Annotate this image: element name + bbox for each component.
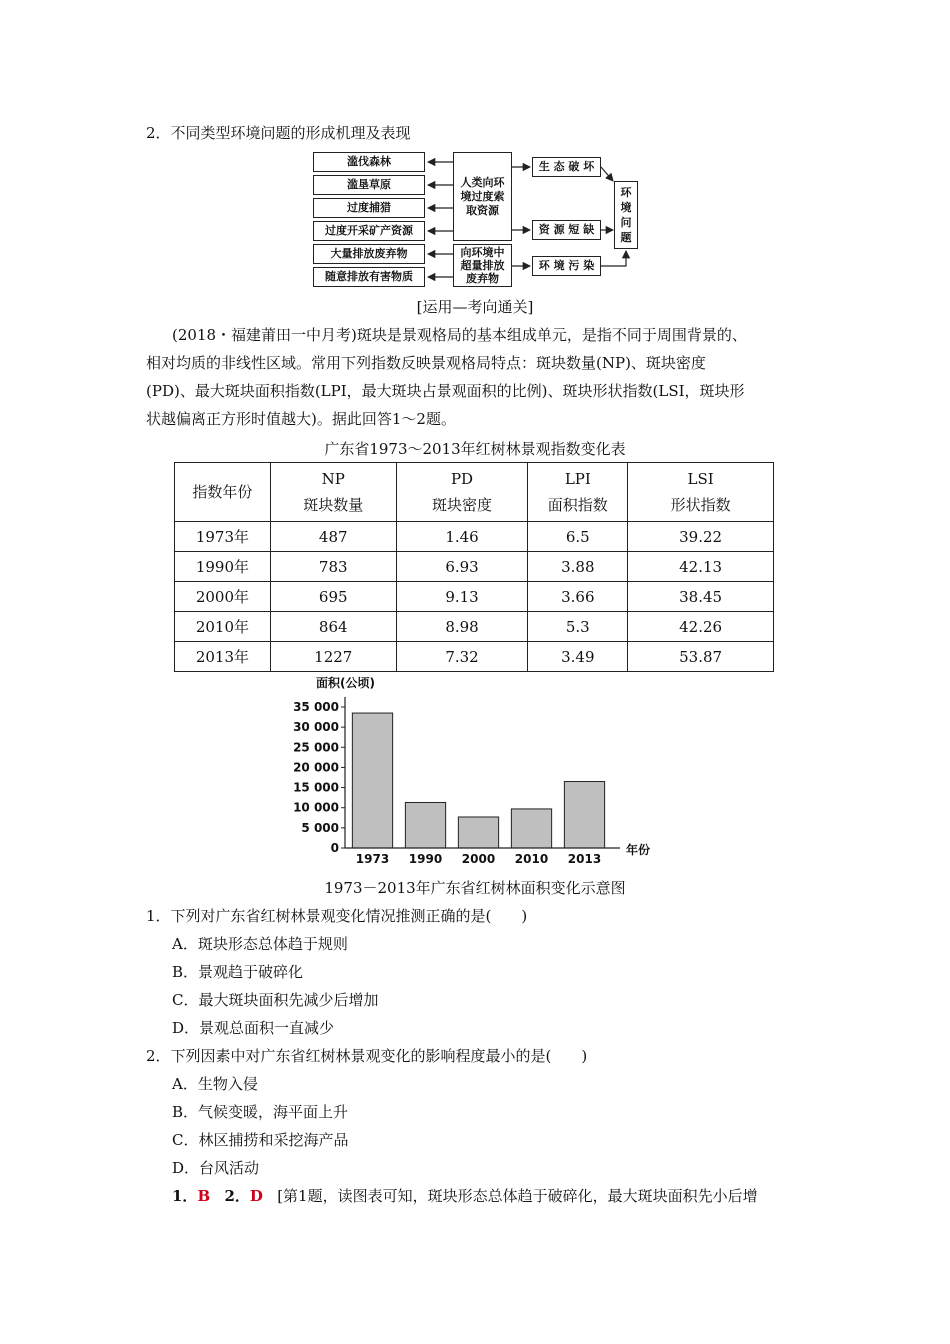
question-1-stem: 1．下列对广东省红树林景观变化情况推测正确的是( ) bbox=[146, 907, 528, 925]
table-row bbox=[175, 642, 774, 672]
cell-np: 864 bbox=[270, 612, 396, 642]
x-tick-label: 2010 bbox=[514, 852, 549, 866]
diagram-waste-excess: 向环境中超量排放废弃物 bbox=[453, 244, 512, 287]
cell-lpi: 3.88 bbox=[528, 552, 628, 582]
header-np bbox=[270, 463, 396, 522]
cell-pd: 1.46 bbox=[396, 522, 528, 552]
answer-2-label: 2． bbox=[224, 1187, 250, 1205]
y-tick-label: 0 bbox=[330, 841, 339, 855]
question-2-stem: 2．下列因素中对广东省红树林景观变化的影响程度最小的是( ) bbox=[146, 1047, 588, 1065]
question-1-option-b[interactable]: B．景观趋于破碎化 bbox=[172, 963, 304, 981]
answer-explanation: [第1题，读图表可知，斑块形态总体趋于破碎化，最大斑块面积先小后增 bbox=[277, 1187, 758, 1205]
bar-2010 bbox=[511, 809, 551, 848]
chart-caption: 1973－2013年广东省红树林面积变化示意图 bbox=[324, 879, 626, 897]
intro-line: (2018・福建莆田一中月考)斑块是景观格局的基本组成单元，是指不同于周围背景的、 bbox=[172, 326, 747, 344]
answer-1-label: 1． bbox=[172, 1187, 198, 1205]
cell-pd: 6.93 bbox=[396, 552, 528, 582]
diagram-final-environment-problem: 环境问题 bbox=[614, 181, 638, 249]
header-code: NP bbox=[321, 470, 345, 488]
header-code: LPI bbox=[564, 470, 591, 488]
header-lpi bbox=[528, 463, 628, 522]
bar-2013 bbox=[564, 782, 604, 848]
table-caption: 广东省1973～2013年红树林景观指数变化表 bbox=[324, 440, 626, 458]
diagram-resource-demand: 人类向环境过度索取资源 bbox=[453, 152, 512, 241]
question-2-option-d[interactable]: D．台风活动 bbox=[172, 1159, 260, 1177]
diagram-item-overgrazing: 滥垦草原 bbox=[313, 175, 425, 195]
question-2-option-a[interactable]: A．生物入侵 bbox=[172, 1075, 258, 1093]
cell-np: 695 bbox=[270, 582, 396, 612]
x-tick-label: 2013 bbox=[567, 852, 602, 866]
chart-ylabel: 面积(公顷) bbox=[316, 676, 375, 690]
cell-lsi: 39.22 bbox=[628, 522, 774, 552]
x-tick-label: 2000 bbox=[461, 852, 496, 866]
cell-lsi: 38.45 bbox=[628, 582, 774, 612]
cell-lpi: 6.5 bbox=[528, 522, 628, 552]
question-1-option-a[interactable]: A．斑块形态总体趋于规则 bbox=[172, 935, 348, 953]
cell-lsi: 42.26 bbox=[628, 612, 774, 642]
cell-year: 2000年 bbox=[175, 582, 271, 612]
cell-np: 1227 bbox=[270, 642, 396, 672]
y-tick-label: 10 000 bbox=[293, 800, 339, 815]
table-row bbox=[175, 612, 774, 642]
header-lsi bbox=[628, 463, 774, 522]
diagram-result-resource-shortage: 资 源 短 缺 bbox=[532, 220, 601, 240]
answer-2-value: D bbox=[249, 1187, 263, 1205]
answer-1-value: B bbox=[197, 1187, 211, 1205]
cell-year: 1990年 bbox=[175, 552, 271, 582]
cell-year: 1973年 bbox=[175, 522, 271, 552]
y-tick-label: 15 000 bbox=[293, 780, 339, 795]
cell-year: 2013年 bbox=[175, 642, 271, 672]
y-tick-label: 5 000 bbox=[301, 820, 339, 835]
cell-lpi: 3.66 bbox=[528, 582, 628, 612]
cell-lpi: 5.3 bbox=[528, 612, 628, 642]
question-2-option-c[interactable]: C．林区捕捞和采挖海产品 bbox=[172, 1131, 349, 1149]
diagram-result-pollution: 环 境 污 染 bbox=[532, 256, 601, 276]
bar-2000 bbox=[458, 817, 498, 848]
cell-year: 2010年 bbox=[175, 612, 271, 642]
y-tick-label: 20 000 bbox=[293, 760, 339, 775]
header-label: 斑块密度 bbox=[432, 496, 493, 514]
diagram-item-waste-discharge: 大量排放废弃物 bbox=[313, 244, 425, 264]
intro-line: 状越偏离正方形时值越大)。据此回答1～2题。 bbox=[146, 410, 456, 428]
mangrove-index-table bbox=[174, 462, 774, 672]
header-label: 面积指数 bbox=[547, 496, 608, 514]
table-row bbox=[175, 552, 774, 582]
header-code: PD bbox=[450, 470, 474, 488]
header-label: 斑块数量 bbox=[303, 496, 364, 514]
intro-paragraph bbox=[146, 321, 826, 433]
header-label: 形状指数 bbox=[670, 496, 731, 514]
diagram-item-overhunting: 过度捕猎 bbox=[313, 198, 425, 218]
cell-pd: 8.98 bbox=[396, 612, 528, 642]
table-row bbox=[175, 582, 774, 612]
cell-pd: 9.13 bbox=[396, 582, 528, 612]
answer-line bbox=[172, 1186, 758, 1206]
x-tick-label: 1973 bbox=[355, 852, 390, 866]
cell-pd: 7.32 bbox=[396, 642, 528, 672]
diagram-item-overmining: 过度开采矿产资源 bbox=[313, 221, 425, 241]
diagram-item-deforestation: 滥伐森林 bbox=[313, 152, 425, 172]
section-heading: 2．不同类型环境问题的形成机理及表现 bbox=[146, 124, 411, 142]
diagram-result-eco-damage: 生 态 破 坏 bbox=[532, 157, 601, 177]
cell-lsi: 53.87 bbox=[628, 642, 774, 672]
cell-np: 783 bbox=[270, 552, 396, 582]
header-code: LSI bbox=[687, 470, 714, 488]
question-2-option-b[interactable]: B．气候变暖，海平面上升 bbox=[172, 1103, 349, 1121]
cell-lpi: 3.49 bbox=[528, 642, 628, 672]
y-tick-label: 25 000 bbox=[293, 740, 339, 755]
bar-1990 bbox=[405, 802, 445, 848]
cell-lsi: 42.13 bbox=[628, 552, 774, 582]
table-row bbox=[175, 522, 774, 552]
table-corner: 指数年份 bbox=[175, 463, 271, 522]
question-1-option-c[interactable]: C．最大斑块面积先减少后增加 bbox=[172, 991, 379, 1009]
intro-line: (PD)、最大斑块面积指数(LPI，最大斑块占景观面积的比例)、斑块形状指数(LSI，斑块形 bbox=[146, 382, 745, 400]
bar-1973 bbox=[352, 713, 392, 848]
area-bar-chart bbox=[290, 674, 670, 868]
y-tick-label: 30 000 bbox=[293, 720, 339, 735]
chart-xlabel: 年份 bbox=[626, 843, 651, 857]
question-1-option-d[interactable]: D．景观总面积一直减少 bbox=[172, 1019, 335, 1037]
header-pd bbox=[396, 463, 528, 522]
diagram-item-harmful-discharge: 随意排放有害物质 bbox=[313, 267, 425, 287]
x-tick-label: 1990 bbox=[408, 852, 443, 866]
practice-heading: [运用—考向通关] bbox=[416, 298, 534, 316]
y-tick-label: 35 000 bbox=[293, 700, 339, 714]
table-header-row bbox=[175, 463, 774, 522]
intro-line: 相对均质的非线性区域。常用下列指数反映景观格局特点：斑块数量(NP)、斑块密度 bbox=[146, 354, 706, 372]
cell-np: 487 bbox=[270, 522, 396, 552]
